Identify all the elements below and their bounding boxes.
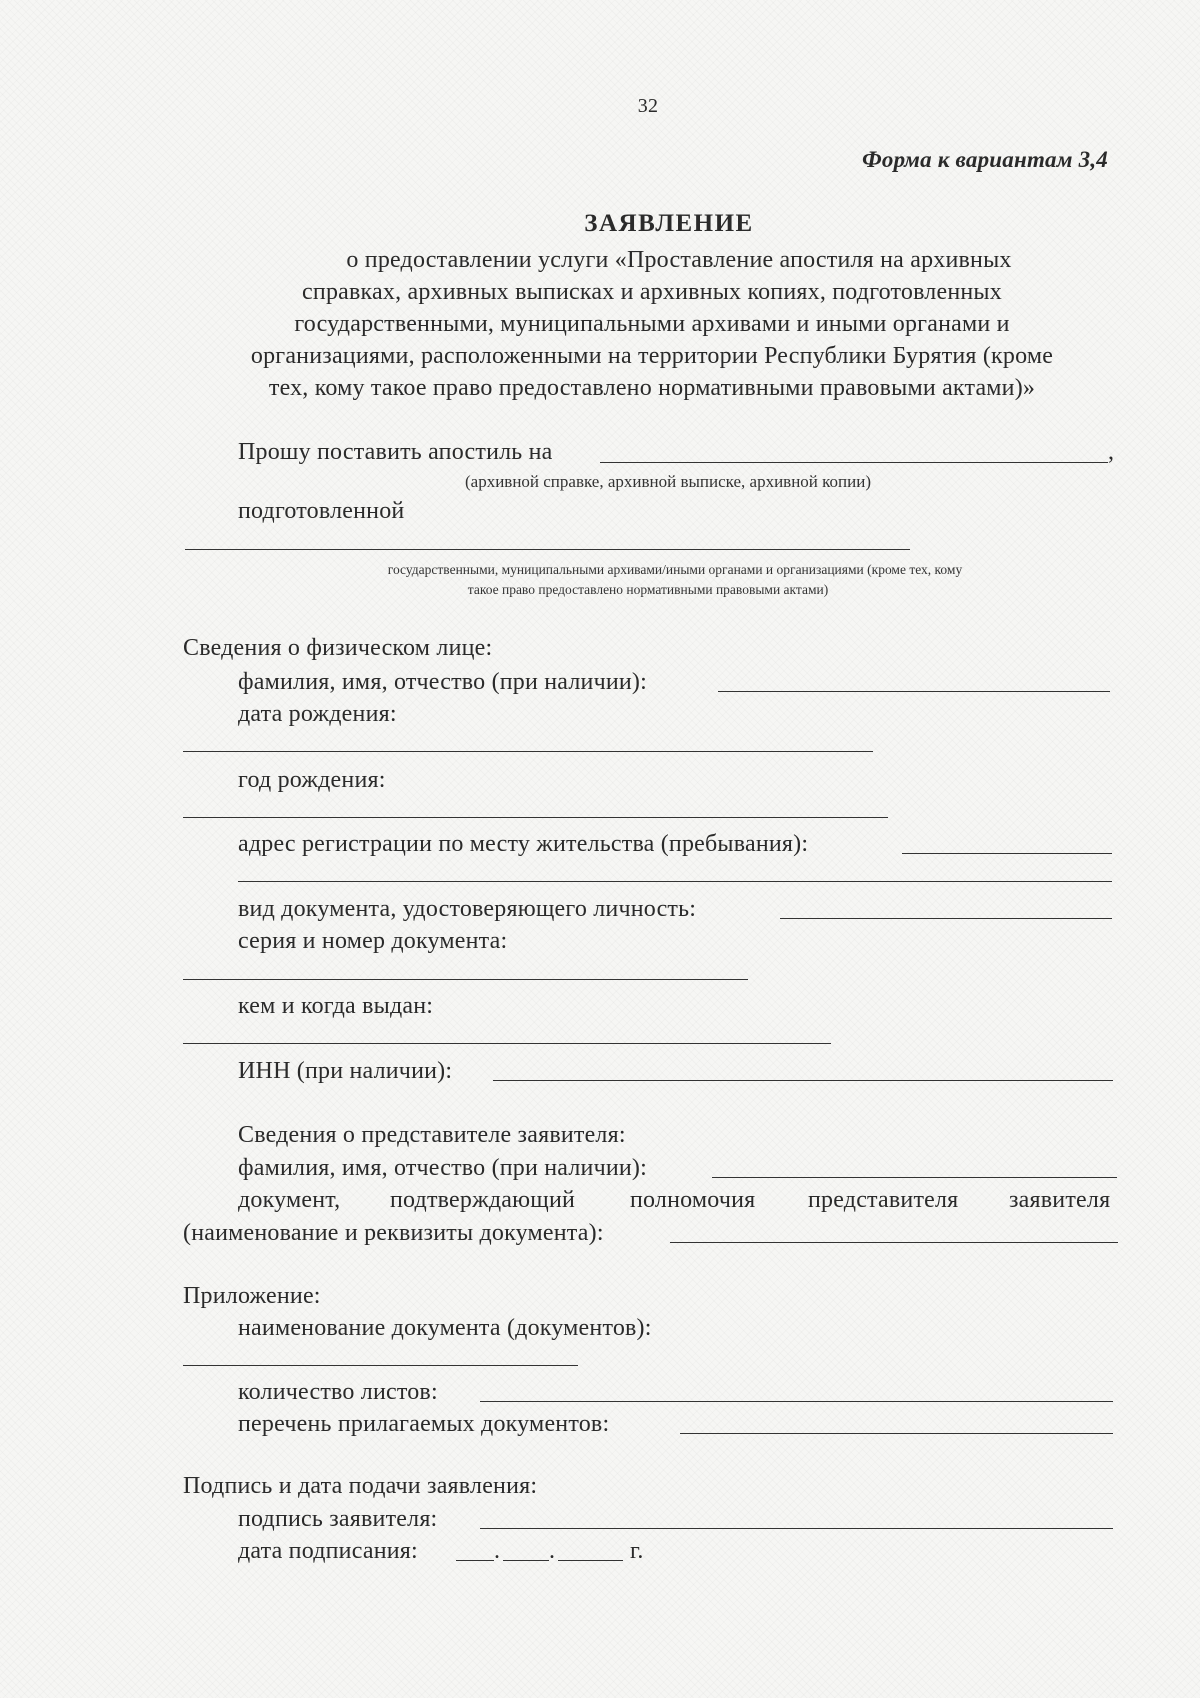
signing-date-month-field[interactable] (503, 1560, 549, 1561)
subtitle-line: государственными, муниципальными архивами и иными органами и (294, 311, 1010, 337)
document-title: ЗАЯВЛЕНИЕ (584, 210, 754, 237)
birth-date-label: дата рождения: (238, 701, 397, 727)
document-names-field[interactable] (183, 1365, 578, 1366)
year-suffix: г. (630, 1538, 644, 1564)
prepared-by-field[interactable] (185, 549, 910, 550)
authority-doc-word: заявителя (1009, 1187, 1111, 1213)
apostille-request-comma: , (1108, 439, 1115, 465)
apostille-document-field[interactable] (600, 462, 1108, 463)
signing-date-day-field[interactable] (456, 1560, 494, 1561)
subtitle-line: о предоставлении услуги «Проставление апостиля на архивных (346, 247, 1012, 273)
authority-doc-word: документ, (238, 1187, 341, 1213)
authority-doc-label: (наименование и реквизиты документа): (183, 1220, 604, 1246)
id-document-type-field[interactable] (780, 918, 1112, 919)
document-names-label: наименование документа (документов): (238, 1315, 652, 1341)
authority-doc-field[interactable] (670, 1242, 1118, 1243)
individual-full-name-label: фамилия, имя, отчество (при наличии): (238, 669, 647, 695)
document-series-number-label: серия и номер документа: (238, 928, 508, 954)
inn-label: ИНН (при наличии): (238, 1058, 453, 1084)
applicant-signature-field[interactable] (480, 1528, 1113, 1529)
issued-by-field[interactable] (183, 1043, 831, 1044)
subtitle-line: организациями, расположенными на территории Республики Бурятия (кроме (250, 343, 1054, 369)
prepared-by-hint: государственными, муниципальными архивами/иными органами и организациями (кроме тех, кому (387, 562, 963, 577)
address-label: адрес регистрации по месту жительства (пребывания): (238, 831, 809, 857)
representative-full-name-label: фамилия, имя, отчество (при наличии): (238, 1155, 647, 1181)
page-number: 32 (637, 95, 659, 117)
subtitle-line: справках, архивных выписках и архивных копиях, подготовленных (302, 279, 1002, 305)
sheet-count-field[interactable] (480, 1401, 1113, 1402)
birth-year-label: год рождения: (238, 767, 386, 793)
issued-by-label: кем и когда выдан: (238, 993, 434, 1019)
subtitle-line: тех, кому такое право предоставлено нормативными правовыми актами)» (268, 375, 1036, 401)
signing-date-year-field[interactable] (558, 1560, 623, 1561)
representative-section-heading: Сведения о представителе заявителя: (238, 1122, 626, 1148)
authority-doc-word: подтверждающий (390, 1187, 576, 1213)
sheet-count-label: количество листов: (238, 1379, 438, 1405)
document-series-number-field[interactable] (183, 979, 748, 980)
attached-documents-list-label: перечень прилагаемых документов: (238, 1411, 610, 1437)
id-document-type-label: вид документа, удостоверяющего личность: (238, 896, 697, 922)
authority-doc-word: полномочия (630, 1187, 756, 1213)
individual-section-heading: Сведения о физическом лице: (183, 635, 493, 661)
signing-date-label: дата подписания: (238, 1538, 418, 1564)
attachment-section-heading: Приложение: (183, 1283, 321, 1309)
prepared-by-hint: такое право предоставлено нормативными правовыми актами) (467, 582, 829, 597)
apostille-document-hint: (архивной справке, архивной выписке, архивной копии) (464, 472, 872, 491)
signing-date-separator: . (549, 1538, 556, 1564)
birth-year-field[interactable] (183, 817, 888, 818)
address-field-continued[interactable] (238, 881, 1112, 882)
authority-doc-word: представителя (808, 1187, 959, 1213)
form-variant-label: Форма к вариантам 3,4 (862, 147, 1108, 172)
birth-date-field[interactable] (183, 751, 873, 752)
representative-full-name-field[interactable] (712, 1177, 1117, 1178)
individual-full-name-field[interactable] (718, 691, 1110, 692)
applicant-signature-label: подпись заявителя: (238, 1506, 438, 1532)
signing-date-separator: . (494, 1538, 501, 1564)
signature-section-heading: Подпись и дата подачи заявления: (183, 1473, 538, 1499)
attached-documents-list-field[interactable] (680, 1433, 1113, 1434)
address-field[interactable] (902, 853, 1112, 854)
prepared-by-label: подготовленной (238, 498, 405, 524)
inn-field[interactable] (493, 1080, 1113, 1081)
apostille-request-label: Прошу поставить апостиль на (238, 439, 553, 465)
